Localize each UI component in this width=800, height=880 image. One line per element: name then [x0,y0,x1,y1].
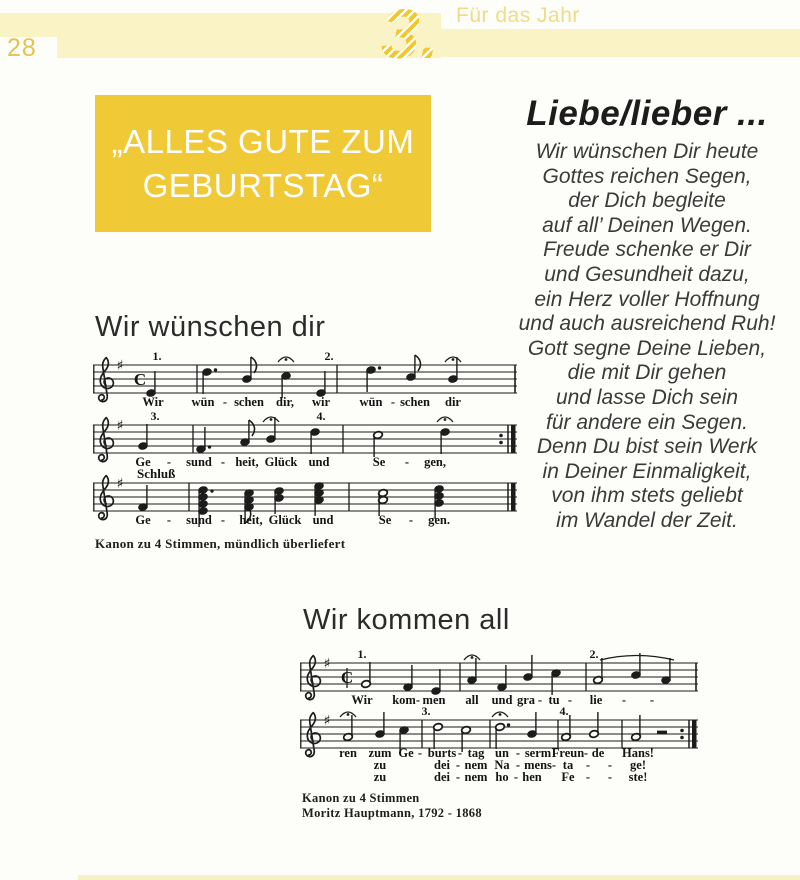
lyric-syllable: - [621,693,627,707]
lyric-syllable: und [491,693,513,707]
lyric-syllable: - [455,758,461,772]
header-band-right [441,29,800,57]
lyric-syllable: dei [434,770,450,784]
lyric-syllable: burts [427,746,457,760]
treble-clef-icon [306,713,321,757]
sharp-sign: ♯ [116,476,124,492]
music-stave [93,467,517,539]
volta-marker: 4. [316,409,326,423]
fermata-dot [452,358,455,361]
poem-line: die mit Dir gehen [567,361,727,385]
note [138,424,148,450]
title-line-1: „ALLES GUTE ZUM [111,122,415,160]
bottom-accent-strip [78,875,800,880]
note [657,731,667,734]
lyric-syllable: sund [186,513,212,527]
lyric-syllable: - [513,770,519,784]
volta-marker: 3. [150,409,160,423]
poem-line: und Gesundheit dazu, [544,262,750,286]
note [440,428,450,454]
poem-lines [492,140,800,534]
song2-heading: Wir kommen all [303,604,510,636]
note [631,653,641,679]
song2-caption-line1: Kanon zu 4 Stimmen [302,791,420,805]
volta-marker: 1. [357,647,367,661]
note [527,712,537,738]
lyric-syllable: - [583,746,589,760]
poem-line: Wir wünschen Dir heute [535,140,759,163]
lyric-syllable: tu [548,693,560,707]
volta-marker: 1. [152,349,162,363]
lyric-syllable: zu [373,758,387,772]
lyric-syllable: men [422,693,446,707]
song1-heading: Wir wünschen dir [95,311,326,343]
lyric-syllable: - [408,513,414,527]
slur [600,656,674,661]
lyric-syllable: - [166,513,172,527]
lyric-syllable: Ge [135,513,151,527]
lyric-syllable: ho [495,770,509,784]
note [343,715,353,741]
note [631,715,641,741]
fermata-dot [347,713,350,716]
poem-line: und auch ausreichend Ruh! [518,312,776,336]
note [448,357,458,383]
title-box [95,95,431,232]
lyric-syllable: serm [524,746,552,760]
lyric-syllable: wün [359,395,383,409]
lyric-syllable: Se [372,455,386,469]
note [138,485,148,511]
note [589,712,599,738]
lyric-syllable: gra [516,693,536,707]
lyric-syllable: Wir [351,693,373,707]
note [431,669,441,695]
note [561,715,571,741]
volta-marker: 3. [421,704,431,718]
lyric-syllable: Ge [398,746,414,760]
lyric-syllable: Wir [142,395,164,409]
lyric-syllable: und [312,513,334,527]
poem-line: Freude schenke er Dir [543,238,751,262]
lyric-syllable: lie [589,693,603,707]
lyric-syllable: - [537,693,543,707]
sharp-sign: ♯ [116,418,124,434]
augmentation-dot [210,489,213,492]
lyric-syllable: - [457,746,463,760]
music-stave [300,704,698,796]
lyric-syllable: wir [311,395,331,409]
poem-line: von ihm stets geliebt [551,484,743,508]
lyric-syllable: - [404,455,410,469]
page-number: 28 [7,34,37,62]
chapter-numeral: 3. [381,0,440,73]
note-flag [415,355,421,371]
note [661,658,671,684]
lyric-syllable: tag [467,746,485,760]
note [593,658,603,684]
poem-line: auf all’ Deinen Wegen. [542,213,752,237]
lyric-syllable: - [222,395,228,409]
lyric-syllable: Na [494,758,510,772]
chapter-label: Für das Jahr [456,4,580,27]
lyric-syllable: - [390,395,396,409]
lyric-syllable: all [465,693,479,707]
lyric-syllable: Ge [135,455,151,469]
sharp-sign: ♯ [323,656,331,672]
lyric-syllable: - [649,693,655,707]
lyric-syllable: - [455,770,461,784]
lyric-syllable: dir, [276,395,294,409]
note [240,420,255,446]
fermata-dot [471,656,474,659]
poem-line: in Deiner Einmaligkeit, [542,459,752,483]
lyric-syllable: un [495,746,509,760]
title-line-2: GEBURTSTAG“ [142,166,384,204]
lyric-syllable: Se [378,513,392,527]
treble-clef-icon [99,358,114,402]
sharp-sign: ♯ [116,358,124,374]
poem-line: Gott segne Deine Lieben, [527,336,767,360]
lyric-syllable: - [515,746,521,760]
lyric-syllable: ta [562,758,574,772]
treble-clef-icon [306,656,321,700]
time-signature: C [133,370,147,389]
note [403,665,413,691]
note [146,371,156,397]
lyric-syllable: Glück [268,513,302,527]
lyric-syllable: schen [400,395,430,409]
augmentation-dot [378,366,381,369]
lyric-syllable: heit, [239,513,263,527]
lyric-syllable: und [308,455,330,469]
poem-line: im Wandel der Zeit. [556,508,738,532]
note [316,371,326,397]
lyric-syllable: hen [522,770,542,784]
note [378,489,388,516]
note [310,428,320,454]
lyric-syllable: - [415,693,421,707]
volta-marker: 2. [589,647,599,661]
final-thick-barline [511,425,516,453]
lyric-syllable: sund [186,455,212,469]
poem-line: Denn Du bist sein Werk [536,435,758,459]
lyric-syllable: mens [524,758,552,772]
lyric-syllable: dei [434,758,450,772]
lyric-syllable: - [166,455,172,469]
poem-line: und lasse Dich sein [555,385,739,409]
repeat-dot [499,441,503,445]
lyric-syllable: - [515,758,521,772]
song2-caption-line2: Moritz Hauptmann, 1792 - 1868 [302,806,482,820]
lyric-syllable: Glück [264,455,298,469]
note [523,655,533,681]
augmentation-dot [214,368,217,371]
lyric-syllable: - [607,758,613,772]
poem-line: Gottes reichen Segen, [542,164,752,188]
lyric-syllable: - [220,513,226,527]
lyric-syllable: ren [339,746,357,760]
poem-title: Liebe/lieber ... [526,94,768,133]
lyric-syllable: Fe [561,770,575,784]
schluss-label: Schluß [137,466,176,481]
fermata-dot [285,358,288,361]
header-band-left [0,13,441,58]
lyric-syllable: dir [445,395,461,409]
note [497,665,507,691]
poem-section [492,94,800,534]
half-rest [657,731,667,734]
lyric-syllable: heit, [235,455,259,469]
augmentation-dot [507,723,510,726]
lyric-syllable: nem [464,770,488,784]
lyric-syllable: - [220,455,226,469]
lyric-syllable: zum [368,746,392,760]
lyric-syllable: schen [234,395,264,409]
note [196,427,211,453]
fermata-dot [444,418,447,421]
lyric-syllable: Hans! [622,746,654,760]
lyric-syllable: ge! [630,758,646,772]
note [266,417,276,443]
repeat-dot [680,729,684,733]
poem-line: für andere ein Segen. [546,410,748,434]
lyric-syllable: gen. [428,513,450,527]
lyric-syllable: - [607,770,613,784]
note-flag [249,420,255,436]
note [406,355,421,381]
final-thick-barline [692,720,697,748]
treble-clef-icon [99,418,114,462]
lyric-syllable: kom [392,693,416,707]
lyric-syllable: - [585,758,591,772]
lyric-syllable: - [585,770,591,784]
note [361,662,371,688]
lyric-syllable: ste! [628,770,648,784]
final-thick-barline [511,483,516,511]
time-signature: C [340,668,354,687]
lyric-syllable: zu [373,770,387,784]
poem-line: der Dich begleite [568,189,726,213]
fermata-dot [499,713,502,716]
repeat-dot [680,736,684,740]
repeat-dot [499,434,503,438]
note [375,712,385,738]
lyric-syllable: wün [191,395,215,409]
lyric-syllable: nem [464,758,488,772]
volta-marker: 4. [559,704,569,718]
sharp-sign: ♯ [323,713,331,729]
lyric-syllable: de [591,746,605,760]
lyric-syllable: Freun [551,746,585,760]
fermata-dot [270,418,273,421]
song1-caption: Kanon zu 4 Stimmen, mündlich überliefert [95,536,346,551]
lyric-syllable: - [551,758,557,772]
lyric-syllable: - [567,693,573,707]
lyric-syllable: gen, [424,455,446,469]
song2-caption [302,791,482,821]
augmentation-dot [208,445,211,448]
lyric-syllable: - [417,746,423,760]
note [467,658,477,684]
note [274,487,284,514]
treble-clef-icon [99,476,114,520]
volta-marker: 2. [324,349,334,363]
poem-line: ein Herz voller Hoffnung [534,287,760,311]
